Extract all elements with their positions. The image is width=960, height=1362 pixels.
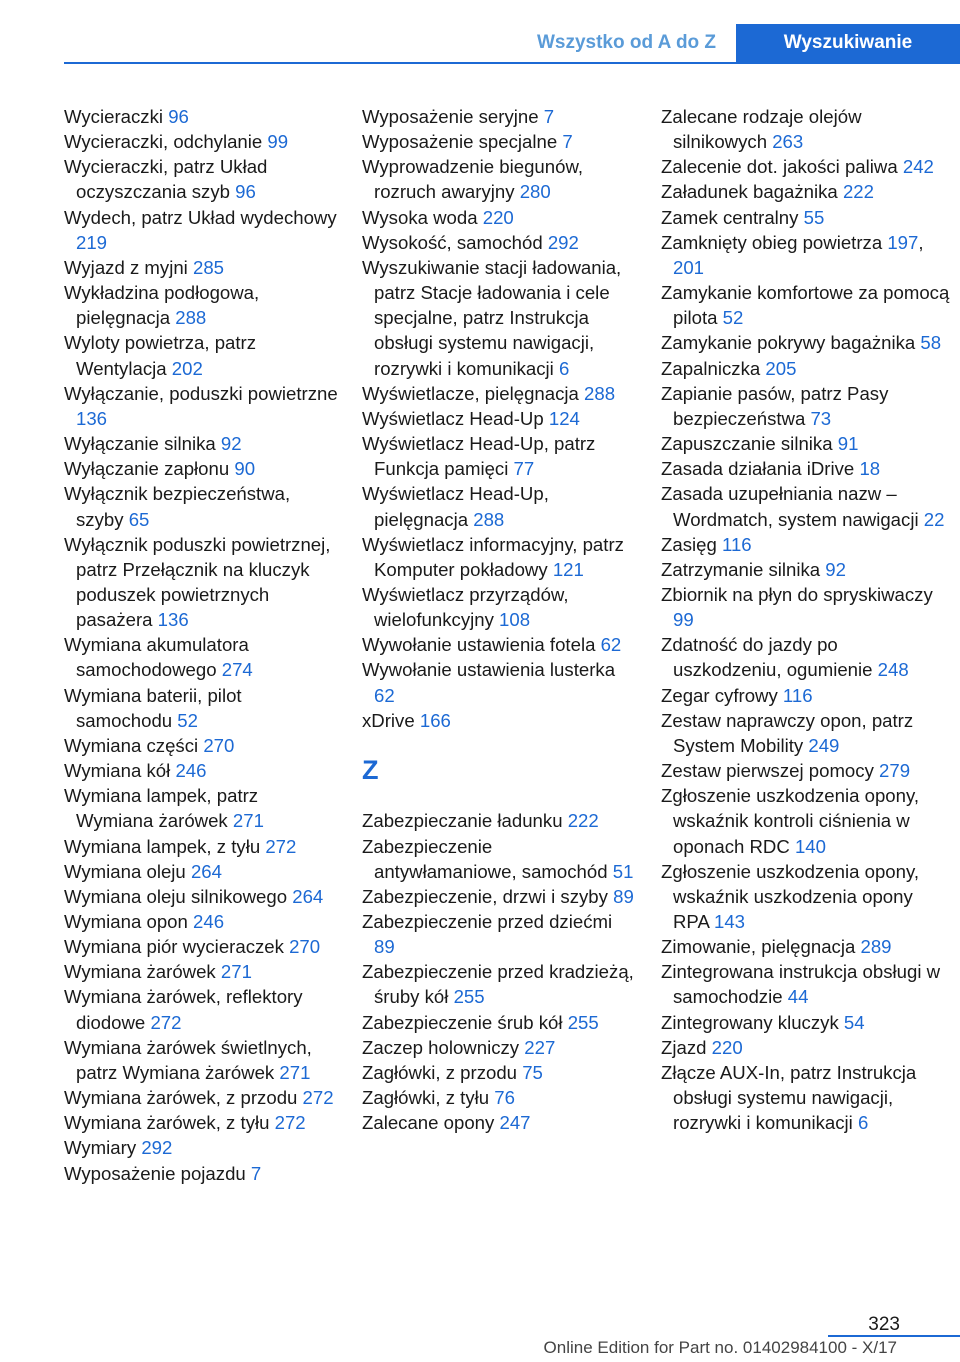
page-link[interactable]: 96 <box>235 181 256 203</box>
page-link[interactable]: 58 <box>920 332 942 354</box>
index-entry <box>661 783 951 858</box>
index-entry <box>64 834 338 859</box>
index-entry <box>64 632 338 682</box>
page-link[interactable]: 166 <box>419 709 451 731</box>
index-entry <box>64 909 338 934</box>
page-separator: , <box>918 231 924 253</box>
entry-text: Wyłączanie, poduszki powietrzne <box>64 382 338 404</box>
index-entry <box>362 481 634 531</box>
page-link[interactable]: 271 <box>220 961 252 983</box>
index-entry <box>362 632 634 657</box>
page-link[interactable]: 280 <box>519 181 551 203</box>
index-entry <box>362 129 634 154</box>
entry-text: Zamknięty obieg powietrza <box>661 231 888 253</box>
index-entry <box>661 859 951 934</box>
entry-text: Wymiana lampek, patrz Wymiana żarówek <box>64 785 259 832</box>
index-entry <box>64 934 338 959</box>
entry-text: Wyłączanie zapłonu <box>64 458 235 480</box>
index-entry <box>362 657 634 707</box>
index-entry <box>661 205 951 230</box>
entry-text: Zabezpieczenie przed dziećmi <box>362 910 613 932</box>
index-entry <box>362 104 634 129</box>
page-link[interactable]: 76 <box>494 1087 515 1109</box>
index-entry <box>362 431 634 481</box>
entry-text: Wyłącznik bezpieczeństwa, szyby <box>64 483 291 530</box>
page-link[interactable]: 136 <box>157 609 189 631</box>
page-link[interactable]: 264 <box>190 860 222 882</box>
page-link[interactable]: 55 <box>803 206 825 228</box>
index-entry <box>362 582 634 632</box>
index-entry <box>64 104 338 129</box>
page-link[interactable]: 6 <box>558 357 570 379</box>
page-link[interactable]: 116 <box>721 533 752 555</box>
index-entry <box>661 934 951 959</box>
page-link[interactable]: 92 <box>220 433 242 455</box>
entry-text: Wymiana lampek, z tyłu <box>64 835 266 857</box>
entry-text: Wysokość, samochód <box>362 231 548 253</box>
page-link[interactable]: 272 <box>150 1011 182 1033</box>
index-entry <box>661 154 951 179</box>
entry-text: Wymiana oleju silnikowego <box>64 885 293 907</box>
page-link[interactable]: 90 <box>234 458 256 480</box>
page-header <box>0 0 960 62</box>
entry-text: Wyjazd z myjni <box>64 256 193 278</box>
index-entry <box>64 783 338 833</box>
index-column-2 <box>362 104 634 1135</box>
index-entry <box>661 582 951 632</box>
index-entry <box>362 834 634 884</box>
page-link[interactable]: 6 <box>857 1112 869 1134</box>
page-link[interactable]: 255 <box>567 1011 599 1033</box>
index-entry <box>661 330 951 355</box>
index-entry <box>362 808 634 833</box>
entry-text: Zgłoszenie uszkodzenia opony, wskaźnik uszkodzenia opony RPA <box>661 860 920 932</box>
entry-text: Wywołanie ustawienia fotela <box>362 634 601 656</box>
index-entry <box>661 758 951 783</box>
tab-search[interactable]: Wyszukiwanie <box>736 24 960 62</box>
entry-text: Wysoka woda <box>362 206 483 228</box>
index-entry <box>64 1110 338 1135</box>
index-entry <box>64 859 338 884</box>
entry-text: Zabezpieczenie śrub kół <box>362 1011 568 1033</box>
entry-text: Zabezpieczenie antywłamaniowe, samochód <box>362 835 613 882</box>
entry-text: Zegar cyfrowy <box>661 684 783 706</box>
page-link[interactable]: 121 <box>552 558 584 580</box>
page-link[interactable]: 22 <box>923 508 945 530</box>
entry-text: Wyświetlacz informacyjny, patrz Komputer pokładowy <box>362 533 624 580</box>
page-link[interactable]: 197 <box>887 231 919 253</box>
entry-text: Zasada uzupełniania nazw – Wordmatch, system nawigacji <box>661 483 924 530</box>
entry-text: Zimowanie, pielęgnacja <box>661 936 861 958</box>
index-entry <box>661 959 951 1009</box>
entry-text: Wyłącznik poduszki powietrznej, patrz Przełącznik na kluczyk poduszek powietrznych pasażera <box>64 533 331 631</box>
index-entry <box>64 1135 338 1160</box>
page-link[interactable]: 272 <box>265 835 297 857</box>
index-entry <box>64 431 338 456</box>
page-link[interactable]: 271 <box>279 1061 311 1083</box>
entry-text: Wymiana żarówek <box>64 961 221 983</box>
entry-text: Wykładzina podłogowa, pielęgnacja <box>64 282 260 329</box>
entry-text: Wyświetlacz Head-Up <box>362 407 549 429</box>
page-link[interactable]: 54 <box>843 1011 865 1033</box>
page-link[interactable]: 264 <box>292 885 324 907</box>
page-link[interactable]: 270 <box>289 936 321 958</box>
index-entry <box>661 179 951 204</box>
index-entry <box>64 1035 338 1085</box>
entry-text: Wyszukiwanie stacji ładowania, patrz Stacje ładowania i cele specjalne, patrz Instrukcja obsługi systemu nawigacji, rozrywki i komunikacji <box>362 256 622 379</box>
entry-text: Zabezpieczenie, drzwi i szyby <box>362 885 614 907</box>
index-entry <box>661 532 951 557</box>
page-link[interactable]: 263 <box>772 131 804 153</box>
index-entry <box>64 330 338 380</box>
page-link[interactable]: 73 <box>810 407 832 429</box>
index-entry <box>362 1010 634 1035</box>
index-entry <box>362 884 634 909</box>
page-link[interactable]: 270 <box>203 734 235 756</box>
entry-text: Wymiana żarówek świetlnych, patrz Wymiana żarówek <box>64 1036 312 1083</box>
index-entry <box>64 481 338 531</box>
entry-text: Wydech, patrz Układ wydechowy <box>64 206 337 228</box>
index-entry <box>362 255 634 381</box>
index-entry <box>64 884 338 909</box>
page-link[interactable]: 18 <box>859 458 881 480</box>
entry-text: Zgłoszenie uszkodzenia opony, wskaźnik kontroli ciśnienia w oponach RDC <box>661 785 920 857</box>
page-link[interactable]: 246 <box>175 760 207 782</box>
entry-text: Wymiana piór wycieraczek <box>64 936 290 958</box>
page-link[interactable]: 247 <box>499 1112 531 1134</box>
entry-text: Wymiana żarówek, z przodu <box>64 1087 303 1109</box>
page-link[interactable]: 248 <box>877 659 909 681</box>
page-number: 323 <box>868 1314 900 1335</box>
index-entry <box>64 1161 338 1186</box>
page-link[interactable]: 7 <box>250 1162 262 1184</box>
index-entry <box>661 356 951 381</box>
index-entry <box>64 733 338 758</box>
entry-text: Wycieraczki, odchylanie <box>64 131 268 153</box>
index-entry <box>661 381 951 431</box>
entry-text: Wyświetlacz Head-Up, pielęgnacja <box>362 483 549 530</box>
page-link[interactable]: 52 <box>722 307 744 329</box>
index-entry <box>64 683 338 733</box>
page-link[interactable]: 219 <box>76 231 108 253</box>
entry-text: Złącze AUX-In, patrz Instrukcja obsługi systemu nawigacji, rozrywki i komunikacji <box>661 1061 917 1134</box>
page-link[interactable]: 292 <box>141 1137 173 1159</box>
entry-text: Zamykanie komfortowe za pomocą pilota <box>661 282 950 329</box>
entry-text: Zbiornik na płyn do spryskiwaczy <box>661 583 933 605</box>
index-entry <box>362 230 634 255</box>
entry-text: Wyposażenie seryjne <box>362 106 544 127</box>
entry-text: Zjazd <box>661 1036 712 1058</box>
entry-text: Wymiana baterii, pilot samochodu <box>64 684 242 731</box>
entry-text: Wymiana części <box>64 734 204 756</box>
page-link[interactable]: 143 <box>714 911 746 932</box>
entry-text: Zdatność do jazdy po uszkodzeniu, ogumienie <box>661 634 878 681</box>
page-link[interactable]: 222 <box>842 181 874 203</box>
page-link[interactable]: 51 <box>612 860 634 882</box>
entry-text: Wycieraczki <box>64 106 169 127</box>
index-entry <box>661 1035 951 1060</box>
entry-text: Wyloty powietrza, patrz Wentylacja <box>64 332 257 379</box>
entry-text: Wymiary <box>64 1137 142 1159</box>
page-link[interactable]: 272 <box>274 1112 306 1134</box>
entry-text: Zabezpieczanie ładunku <box>362 810 568 832</box>
entry-text: Wycieraczki, patrz Układ oczyszczania szyb <box>64 156 268 203</box>
page-link[interactable]: 96 <box>168 106 189 127</box>
entry-text: Wymiana akumulatora samochodowego <box>64 634 249 681</box>
entry-text: Zamek centralny <box>661 206 804 228</box>
entry-text: Wyświetlacze, pielęgnacja <box>362 382 585 404</box>
index-entry <box>64 959 338 984</box>
header-divider <box>64 62 960 64</box>
tab-all-a-to-z[interactable]: Wszystko od A do Z <box>536 32 717 53</box>
page-link[interactable]: 140 <box>794 835 826 857</box>
page-link[interactable]: 285 <box>192 256 225 278</box>
entry-text: Załadunek bagażnika <box>661 181 843 203</box>
index-entry <box>362 959 634 1009</box>
entry-text: Zalecane opony <box>362 1112 500 1134</box>
index-entry <box>661 632 951 682</box>
page-link[interactable]: 52 <box>177 709 198 731</box>
index-entry <box>64 205 338 255</box>
index-entry <box>362 1035 634 1060</box>
page-link[interactable]: 77 <box>513 458 535 480</box>
entry-text: Zasięg <box>661 533 722 555</box>
entry-text: Zabezpieczenie przed kradzieżą, śruby kół <box>362 961 634 1008</box>
entry-text: Wyprowadzenie biegunów, rozruch awaryjny <box>362 156 584 203</box>
entry-text: Zasada działania iDrive <box>661 458 860 480</box>
index-entry <box>362 205 634 230</box>
index-entry <box>64 255 338 280</box>
index-entry <box>362 1110 634 1135</box>
page-link[interactable]: 99 <box>267 131 289 153</box>
page-link[interactable]: 227 <box>524 1036 556 1058</box>
page-link[interactable]: 272 <box>302 1087 334 1109</box>
index-entry <box>64 1085 338 1110</box>
entry-text: Zaczep holowniczy <box>362 1036 525 1058</box>
page-link[interactable]: 288 <box>584 382 616 404</box>
page-link[interactable]: 92 <box>825 558 846 580</box>
page-link[interactable]: 62 <box>374 684 395 706</box>
entry-text: Zestaw naprawczy opon, patrz System Mobility <box>661 709 914 756</box>
index-entry <box>362 532 634 582</box>
index-entry <box>661 1060 951 1135</box>
page-link[interactable]: 75 <box>522 1061 543 1083</box>
page-link[interactable]: 289 <box>860 936 892 958</box>
index-entry <box>362 1060 634 1085</box>
entry-text: Zapalniczka <box>661 357 766 379</box>
page-link[interactable]: 220 <box>482 206 514 228</box>
entry-text: Wywołanie ustawienia lusterka <box>362 659 616 681</box>
entry-text: Zintegrowany kluczyk <box>661 1011 844 1033</box>
entry-text: Zestaw pierwszej pomocy <box>661 760 880 782</box>
page-link[interactable]: 274 <box>221 659 253 681</box>
page-link[interactable]: 89 <box>613 885 634 907</box>
index-entry <box>661 230 951 280</box>
index-entry <box>661 683 951 708</box>
index-column-3 <box>661 104 951 1135</box>
page-link[interactable]: 202 <box>171 357 203 379</box>
section-letter: Z <box>362 755 379 786</box>
entry-text: Zapianie pasów, patrz Pasy bezpieczeństwa <box>661 382 889 429</box>
entry-text: Wymiana żarówek, reflektory diodowe <box>64 986 303 1033</box>
entry-text: Wymiana żarówek, z tyłu <box>64 1112 275 1134</box>
index-entry <box>661 280 951 330</box>
entry-text: xDrive <box>362 709 420 731</box>
entry-text: Wyłączanie silnika <box>64 433 221 455</box>
index-entry <box>64 381 338 431</box>
page-link[interactable]: 255 <box>453 986 485 1008</box>
entry-text: Zamykanie pokrywy bagażnika <box>661 332 921 354</box>
entry-text: Wyświetlacz Head-Up, patrz Funkcja pamięci <box>362 433 596 480</box>
index-entry <box>362 406 634 431</box>
index-entry <box>64 984 338 1034</box>
page-link[interactable]: 108 <box>499 609 531 631</box>
page-link[interactable]: 271 <box>232 810 264 832</box>
entry-text: Zatrzymanie silnika <box>661 558 826 580</box>
page-link[interactable]: 65 <box>128 508 150 530</box>
index-entry <box>362 154 634 204</box>
page-link[interactable]: 292 <box>547 231 579 253</box>
page-link[interactable]: 44 <box>787 986 809 1008</box>
page-link[interactable]: 205 <box>765 357 797 379</box>
index-column-1 <box>64 104 338 1186</box>
entry-text: Zagłówki, z tyłu <box>362 1087 495 1109</box>
index-entry <box>661 708 951 758</box>
entry-text: Zalecenie dot. jakości paliwa <box>661 156 903 178</box>
page-link[interactable]: 288 <box>473 508 505 530</box>
page-link[interactable]: 7 <box>562 131 573 153</box>
index-entry <box>64 154 338 204</box>
index-entry <box>661 557 951 582</box>
page-link[interactable]: 242 <box>902 156 934 178</box>
page-link[interactable]: 62 <box>600 634 622 656</box>
entry-text: Wyposażenie specjalne <box>362 131 563 153</box>
index-entry <box>362 708 634 733</box>
index-entry <box>64 280 338 330</box>
index-entry <box>64 532 338 633</box>
index-entry <box>661 481 951 531</box>
page-link[interactable]: 89 <box>374 936 395 958</box>
page-link[interactable]: 7 <box>543 106 555 127</box>
index-entry <box>64 456 338 481</box>
page-link[interactable]: 288 <box>175 307 207 329</box>
entry-text: Wymiana oleju <box>64 860 191 882</box>
page-link[interactable]: 116 <box>782 684 813 706</box>
index-entry <box>661 431 951 456</box>
page-link[interactable]: 136 <box>76 407 108 429</box>
page-link[interactable]: 99 <box>673 609 694 631</box>
entry-text: Zapuszczanie silnika <box>661 433 838 455</box>
index-entry <box>661 456 951 481</box>
entry-text: Zintegrowana instrukcja obsługi w samochodzie <box>661 961 941 1008</box>
entry-text: Zalecane rodzaje olejów silnikowych <box>661 106 862 153</box>
page-link[interactable]: 91 <box>837 433 859 455</box>
entry-text: Wyświetlacz przyrządów, wielofunkcyjny <box>362 583 569 631</box>
page-link[interactable]: 220 <box>711 1036 743 1058</box>
entry-text: Wyposażenie pojazdu <box>64 1162 251 1184</box>
index-entry <box>64 758 338 783</box>
index-entry <box>661 1010 951 1035</box>
edition-note: Online Edition for Part no. 01402984100 - X/17 <box>543 1338 897 1357</box>
page-link[interactable]: 124 <box>548 407 580 429</box>
entry-text: Wymiana opon <box>64 911 194 932</box>
index-entry <box>362 381 634 406</box>
index-entry <box>661 104 951 154</box>
index-entry <box>362 909 634 959</box>
entry-text: Wymiana kół <box>64 760 176 782</box>
page-link[interactable]: 201 <box>673 256 705 278</box>
entry-text: Zagłówki, z przodu <box>362 1061 523 1083</box>
index-entry <box>64 129 338 154</box>
page-link[interactable]: 222 <box>567 810 599 832</box>
page-link[interactable]: 249 <box>808 734 840 756</box>
page-link[interactable]: 279 <box>879 760 911 782</box>
index-entry <box>362 1085 634 1110</box>
page-link[interactable]: 246 <box>193 911 225 932</box>
